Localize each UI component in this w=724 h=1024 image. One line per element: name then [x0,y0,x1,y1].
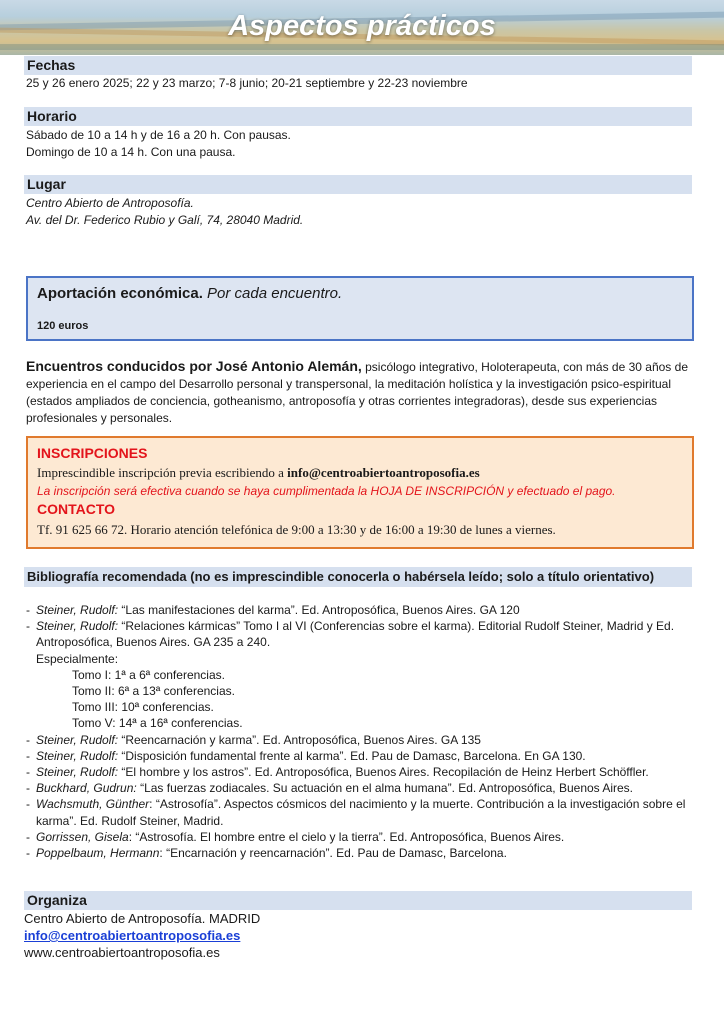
bibliografia-heading: Bibliografía recomendada (no es imprescindible conocerla o habérsela leído; solo a título orientativo) [24,567,692,587]
encuentros-text: psicólogo integrativo, Holoterapeuta, con más de 30 años de experiencia en el campo del Desarrollo personal y transpersonal, la meditación holística y la investigación psico-espiritual (estados ampliados de conciencia, gotheanismo, antroposofía y otras corrientes integradoras), desde sus experiencias profesionales y personales. [26,360,688,425]
organiza-heading: Organiza [24,891,692,910]
encuentros-paragraph [26,358,696,427]
lugar-heading: Lugar [24,175,692,194]
organiza-name: Centro Abierto de Antroposofía. MADRID [24,911,261,926]
organiza-web[interactable]: www.centroabiertoantroposofia.es [24,945,220,960]
lugar-line: Centro Abierto de Antroposofía. [26,196,194,210]
list-item: - Poppelbaum, Hermann: “Encarnación y reencarnación”. Ed. Pau de Damasc, Barcelona. [26,846,507,861]
bib-text: “Reencarnación y karma”. Ed. Antroposófica, Buenos Aires. GA 135 [118,732,481,747]
aportacion-price: 120 euros [37,320,89,332]
bib-author: Steiner, Rudolf: [36,732,119,747]
inscripciones-heading: INSCRIPCIONES [37,445,148,461]
bib-tomo: Tomo III: 10ª conferencias. [72,700,214,715]
encuentros-lead: Encuentros conducidos por José Antonio Alemán, [26,358,362,374]
bib-author: Poppelbaum, Hermann [36,846,160,861]
bib-especialmente: Especialmente: [36,651,119,666]
list-item: - Gorrissen, Gisela: “Astrosofía. El hombre entre el cielo y la tierra”. Ed. Antroposófica, Buenos Aires. [26,829,565,844]
bib-author: Gorrissen, Gisela [36,829,129,844]
bib-author: Steiner, Rudolf: [36,603,119,617]
horario-line: Domingo de 10 a 14 h. Con una pausa. [26,145,236,159]
lugar-line: Av. del Dr. Federico Rubio y Galí, 74, 28040 Madrid. [26,213,304,227]
bib-text: “El hombre y los astros”. Ed. Antroposófica, Buenos Aires. Recopilación de Heinz Herbert Schöffler. [118,765,649,780]
contacto-heading: CONTACTO [37,501,116,517]
bib-text: : “Encarnación y reencarnación”. Ed. Pau de Damasc, Barcelona. [159,846,507,861]
bib-author: Steiner, Rudolf: [36,765,119,780]
inscripciones-note: La inscripción será efectiva cuando se haya cumplimentada la HOJA DE INSCRIPCIÓN y efectuado el pago. [37,484,616,498]
contacto-line: Tf. 91 625 66 72. Horario atención telefónica de 9:00 a 13:30 y de 16:00 a 19:30 de lunes a viernes. [37,522,556,537]
inscripciones-email[interactable]: info@centroabiertoantroposofia.es [287,465,480,480]
bib-text: “Relaciones kármicas” Tomo I al VI (Conferencias sobre el karma). Editorial Rudolf Steiner, Madrid y Ed. Antroposófica, Buenos Aires. GA 235 a 240. [36,619,675,650]
inscripciones-line [37,465,480,481]
bib-text: “Las manifestaciones del karma”. Ed. Antroposófica, Buenos Aires. GA 120 [118,603,520,617]
bib-tomo: Tomo I: 1ª a 6ª conferencias. [72,667,225,682]
bib-text: “Las fuerzas zodiacales. Su actuación en el alma humana”. Ed. Antroposófica, Buenos Aires. [136,781,634,796]
title-banner [0,0,724,55]
bib-tomo: Tomo II: 6ª a 13ª conferencias. [72,684,235,699]
page-title: Aspectos prácticos [228,10,496,42]
horario-heading: Horario [24,107,692,126]
bib-tomo: Tomo V: 14ª a 16ª conferencias. [72,716,243,731]
bib-author: Steiner, Rudolf: [36,748,119,763]
organiza-block [24,910,260,961]
aportacion-label: Aportación económica. [37,285,203,302]
fechas-heading: Fechas [24,56,692,75]
banner-brushstroke [0,44,724,50]
organiza-email-link[interactable]: info@centroabiertoantroposofia.es [24,928,241,943]
aportacion-box [26,276,694,341]
list-item: - Steiner, Rudolf: “Reencarnación y karma”. Ed. Antroposófica, Buenos Aires. GA 135 [26,732,481,747]
bib-author: Wachsmuth, Günther [36,797,150,812]
inscripciones-box [26,436,694,549]
list-item: - Steiner, Rudolf: “Disposición fundamental frente al karma”. Ed. Pau de Damasc, Barcelona. En GA 130. [26,748,586,763]
bib-text: “Disposición fundamental frente al karma”. Ed. Pau de Damasc, Barcelona. En GA 130. [118,748,586,763]
list-item: - Steiner, Rudolf: “El hombre y los astros”. Ed. Antroposófica, Buenos Aires. Recopilación de Heinz Herbert Schöffler. [26,765,649,780]
bib-text: : “Astrosofía. El hombre entre el cielo y la tierra”. Ed. Antroposófica, Buenos Aires. [128,829,565,844]
bib-text: : “Astrosofía”. Aspectos cósmicos del nacimiento y la muerte. Contribución a la investigación sobre el karma”. Ed. Rudolf Steiner, Madrid. [36,797,686,828]
list-item: - Steiner, Rudolf: “Relaciones kármicas” Tomo I al VI (Conferencias sobre el karma). Editorial Rudolf Steiner, Madrid y Ed. Antroposófica, Buenos Aires. GA 235 a 240. [26,619,675,650]
fechas-text: 25 y 26 enero 2025; 22 y 23 marzo; 7-8 junio; 20-21 septiembre y 22-23 noviembre [26,76,468,90]
inscripciones-prefix: Imprescindible inscripción previa escribiendo a [37,465,288,480]
list-item: - Steiner, Rudolf: “Las manifestaciones del karma”. Ed. Antroposófica, Buenos Aires. GA 120 [26,603,520,617]
aportacion-note: Por cada encuentro. [207,285,343,302]
list-item: - Buckhard, Gudrun: “Las fuerzas zodiacales. Su actuación en el alma humana”. Ed. Antroposófica, Buenos Aires. [26,781,634,796]
aportacion-title [37,285,342,302]
bibliografia-list [26,602,698,861]
bib-author: Buckhard, Gudrun: [36,781,137,796]
horario-line: Sábado de 10 a 14 h y de 16 a 20 h. Con pausas. [26,128,291,142]
list-item: - Wachsmuth, Günther: “Astrosofía”. Aspectos cósmicos del nacimiento y la muerte. Contribución a la investigación sobre el karma”. Ed. Rudolf Steiner, Madrid. [26,797,686,828]
bib-author: Steiner, Rudolf: [36,619,119,634]
